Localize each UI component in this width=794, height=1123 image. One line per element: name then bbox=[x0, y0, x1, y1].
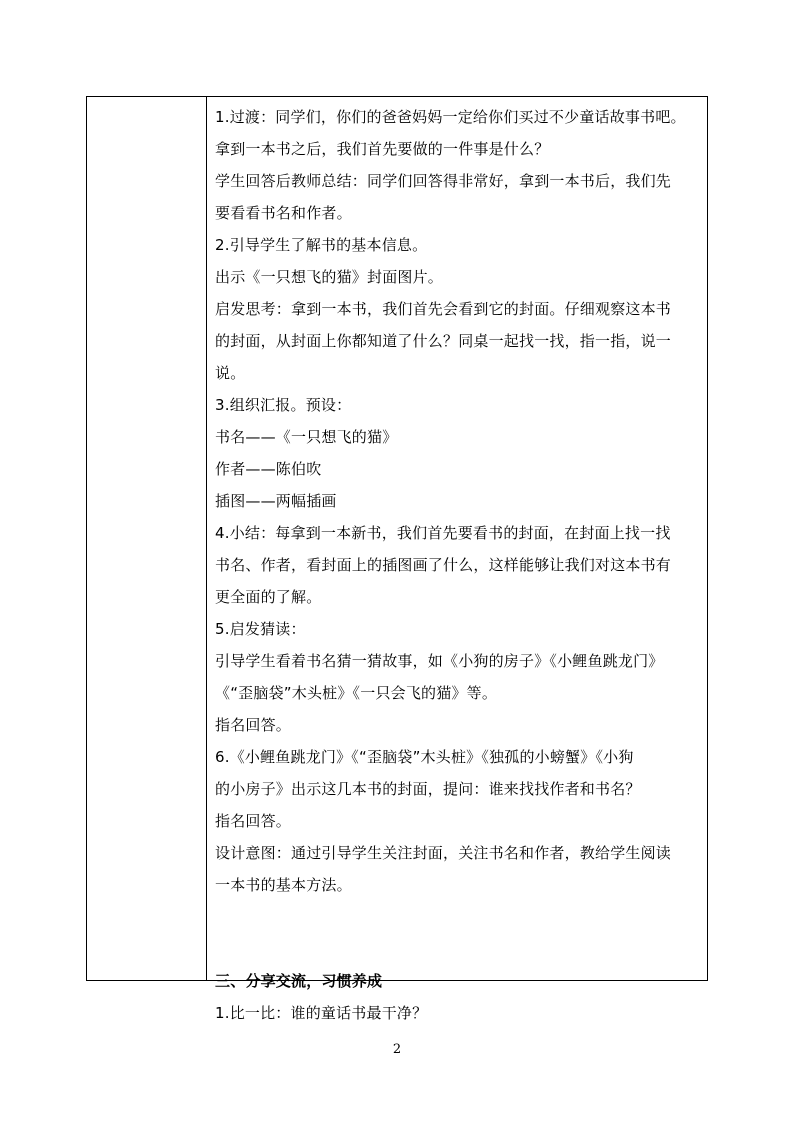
text-line: 书名、作者，看封面上的插图画了什么，这样能够让我们对这本书有 bbox=[215, 556, 672, 574]
lesson-table bbox=[86, 96, 708, 1022]
text-line: 出示《一只想飞的猫》封面图片。 bbox=[215, 268, 444, 286]
text-line: 指名回答。 bbox=[215, 716, 292, 734]
text-line: 要看看书名和作者。 bbox=[215, 204, 352, 222]
text-line: 1.过渡：同学们，你们的爸爸妈妈一定给你们买过不少童话故事书吧。 bbox=[215, 108, 686, 126]
text-line: 插图——两幅插画 bbox=[215, 492, 337, 510]
text-line: 更全面的了解。 bbox=[215, 588, 322, 606]
text-line: 6.《小鲤鱼跳龙门》《“歪脑袋”木头桩》《独孤的小螃蟹》《小狗 bbox=[215, 748, 634, 766]
text-line: 5.启发猜读： bbox=[215, 620, 306, 638]
text-line: 一本书的基本方法。 bbox=[215, 876, 352, 894]
section-heading: 三、分享交流，习惯养成 bbox=[215, 972, 383, 990]
page-number: 2 bbox=[392, 1042, 402, 1057]
text-line: 说。 bbox=[215, 364, 246, 382]
text-line: 引导学生看着书名猜一猜故事，如《小狗的房子》《小鲤鱼跳龙门》 bbox=[215, 652, 664, 670]
text-line: 指名回答。 bbox=[215, 812, 292, 830]
text-line: 书名——《一只想飞的猫》 bbox=[215, 428, 398, 446]
text-line: 4.小结：每拿到一本新书，我们首先要看书的封面，在封面上找一找 bbox=[215, 524, 671, 542]
text-line: 2.引导学生了解书的基本信息。 bbox=[215, 236, 428, 254]
text-line: 学生回答后教师总结：同学们回答得非常好，拿到一本书后，我们先 bbox=[215, 172, 672, 190]
text-line: 启发思考：拿到一本书，我们首先会看到它的封面。仔细观察这本书 bbox=[215, 300, 672, 318]
text-line: 的封面，从封面上你都知道了什么？同桌一起找一找，指一指，说一 bbox=[215, 332, 672, 350]
text-line: 设计意图：通过引导学生关注封面，关注书名和作者，教给学生阅读 bbox=[215, 844, 672, 862]
text-line: 1.比一比：谁的童话书最干净？ bbox=[215, 1004, 428, 1022]
text-line: 的小房子》出示这几本书的封面，提问：谁来找找作者和书名？ bbox=[215, 780, 641, 798]
text-line: 《“歪脑袋”木头桩》《一只会飞的猫》等。 bbox=[215, 684, 498, 702]
empty-label-cell bbox=[87, 97, 207, 980]
blank-space bbox=[215, 901, 699, 965]
text-line: 拿到一本书之后，我们首先要做的一件事是什么？ bbox=[215, 140, 550, 158]
text-line: 作者——陈伯吹 bbox=[215, 460, 322, 478]
text-line: 3.组织汇报。预设： bbox=[215, 396, 352, 414]
lesson-content-cell bbox=[207, 97, 707, 1022]
